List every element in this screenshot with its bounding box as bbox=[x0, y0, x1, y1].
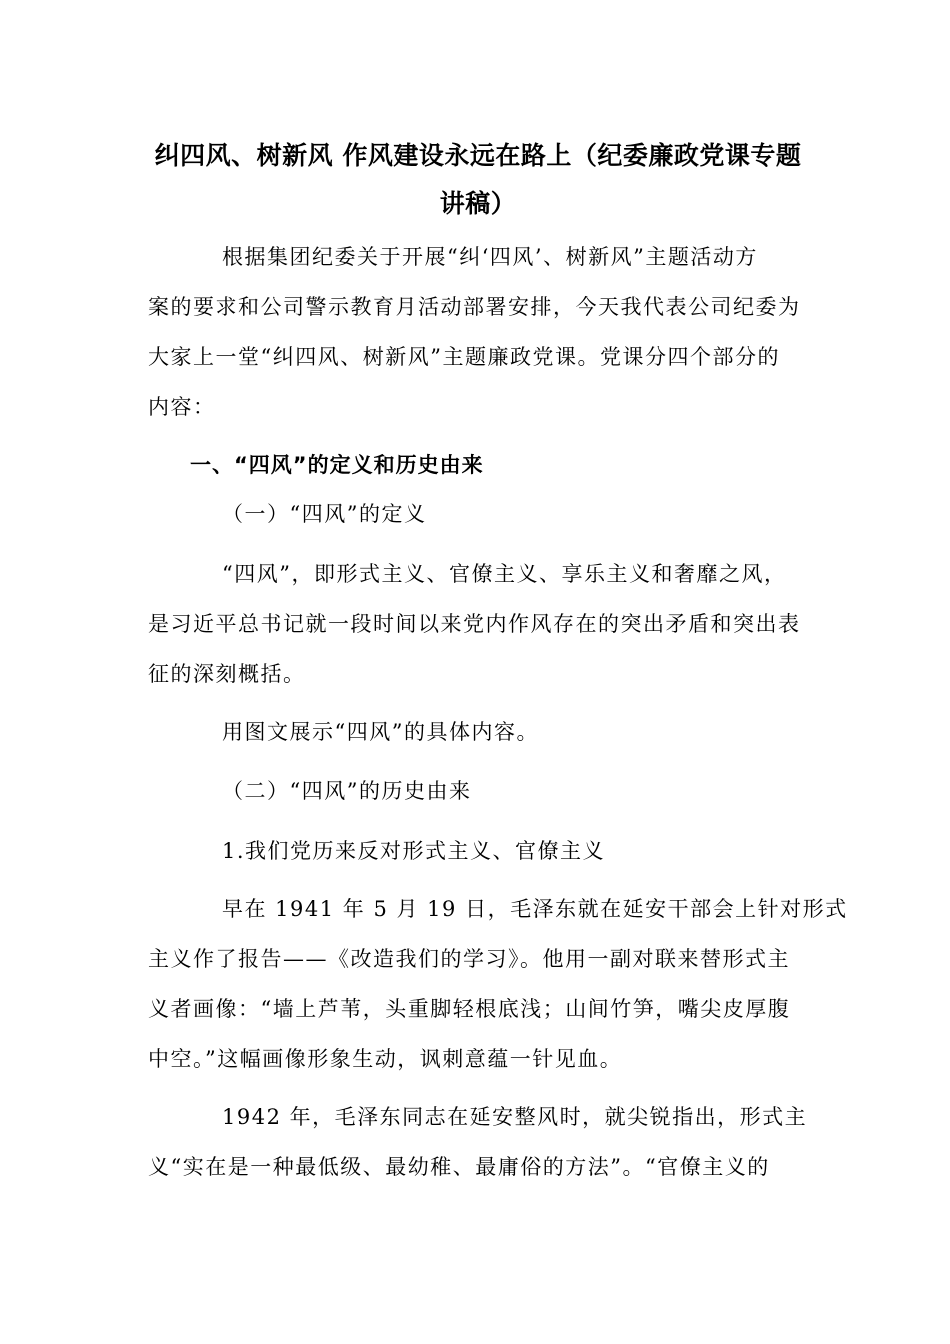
para-1941-line-2: 主义作了报告——《改造我们的学习》。他用一副对联来替形式主 bbox=[148, 947, 790, 971]
intro-line-3: 大家上一堂“纠四风、树新风”主题廉政党课。党课分四个部分的 bbox=[148, 345, 780, 369]
illustration-note: 用图文展示“四风”的具体内容。 bbox=[222, 720, 539, 744]
para-1941-line-3: 义者画像：“墙上芦苇，头重脚轻根底浅；山间竹笋，嘴尖皮厚腹 bbox=[148, 997, 791, 1021]
definition-line-2: 是习近平总书记就一段时间以来党内作风存在的突出矛盾和突出表 bbox=[148, 612, 801, 636]
document-title-line-1: 纠四风、树新风 作风建设永远在路上（纪委廉政党课专题 bbox=[154, 141, 802, 170]
para-1941-line-4: 中空。”这幅画像形象生动，讽刺意蕴一针见血。 bbox=[148, 1047, 623, 1071]
intro-line-2: 案的要求和公司警示教育月活动部署安排，今天我代表公司纪委为 bbox=[148, 295, 801, 319]
subsection-1-heading: （一）“四风”的定义 bbox=[222, 502, 427, 526]
document-title-line-2: 讲稿） bbox=[439, 189, 517, 218]
para-1942-line-1: 1942 年，毛泽东同志在延安整风时，就尖锐指出，形式主 bbox=[222, 1105, 808, 1129]
section-1-heading: 一、“四风”的定义和历史由来 bbox=[190, 453, 484, 477]
item-1-heading: 1.我们党历来反对形式主义、官僚主义 bbox=[222, 839, 606, 863]
definition-line-3: 征的深刻概括。 bbox=[148, 662, 306, 686]
para-1942-line-2: 义“实在是一种最低级、最幼稚、最庸俗的方法”。“官僚主义的 bbox=[148, 1155, 770, 1179]
intro-line-1: 根据集团纪委关于开展“纠‘四风’、树新风”主题活动方 bbox=[222, 245, 758, 269]
intro-line-4: 内容： bbox=[148, 395, 216, 419]
definition-line-1: “四风”，即形式主义、官僚主义、享乐主义和奢靡之风， bbox=[222, 562, 787, 586]
subsection-2-heading: （二）“四风”的历史由来 bbox=[222, 779, 472, 803]
para-1941-line-1: 早在 1941 年 5 月 19 日，毛泽东就在延安干部会上针对形式 bbox=[222, 897, 848, 921]
